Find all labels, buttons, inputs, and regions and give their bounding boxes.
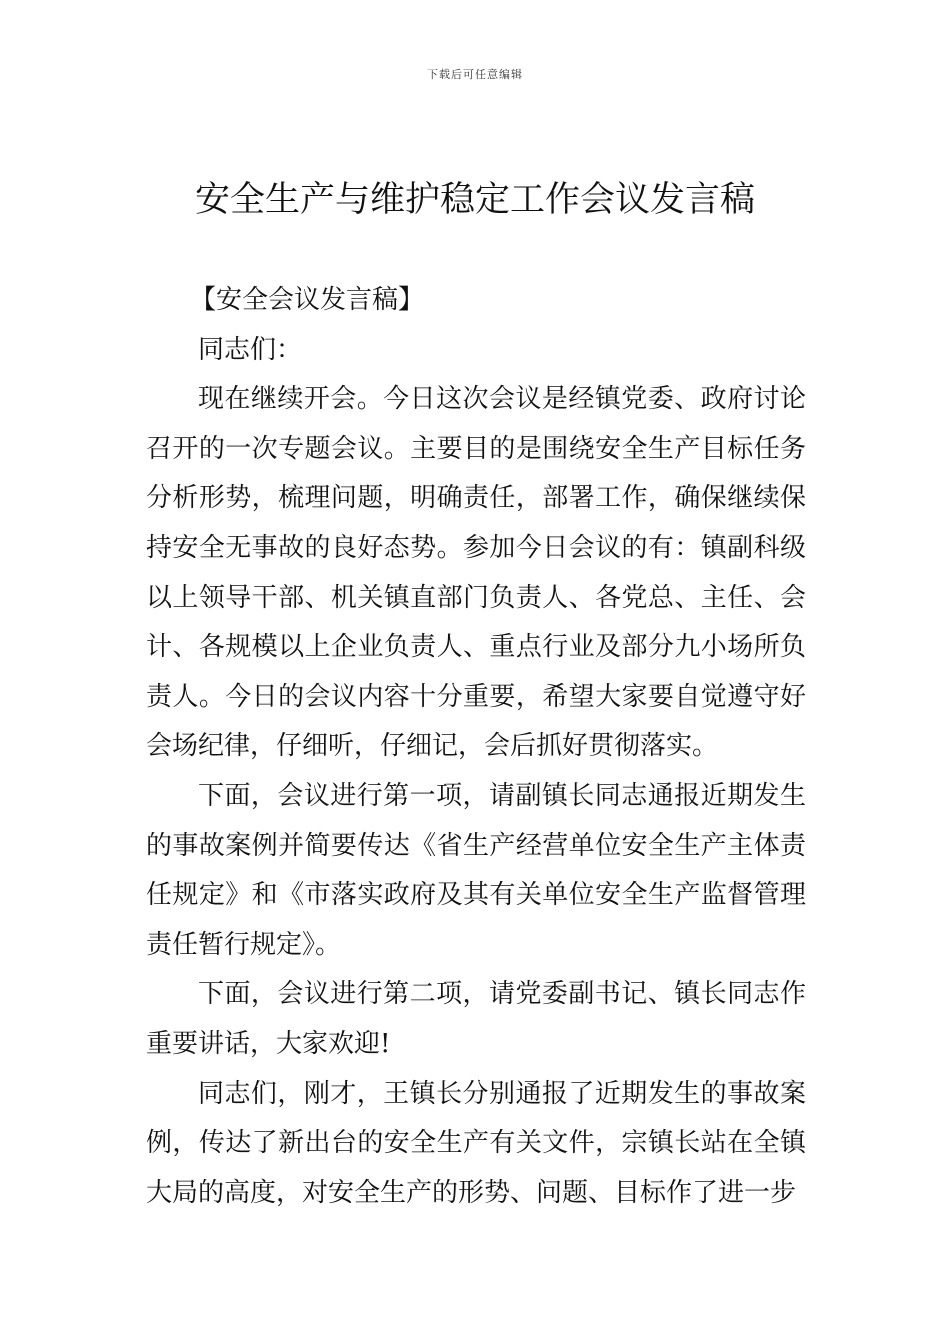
paragraph: 下面，会议进行第一项，请副镇长同志通报近期发生的事故案例并简要传达《省生产经营单位安全生产主体责任规定》和《市落实政府及其有关单位安全生产监督管理责任暂行规定》。 bbox=[146, 780, 806, 960]
paragraph: 下面，会议进行第二项，请党委副书记、镇长同志作重要讲话，大家欢迎! bbox=[146, 979, 806, 1059]
document-body bbox=[146, 276, 806, 1218]
paragraph: 同志们，刚才，王镇长分别通报了近期发生的事故案例，传达了新出台的安全生产有关文件，宗镇长站在全镇大局的高度，对安全生产的形势、问题、目标作了进一步 bbox=[146, 1078, 806, 1208]
paragraph: 现在继续开会。今日这次会议是经镇党委、政府讨论召开的一次专题会议。主要目的是围绕安全生产目标任务分析形势，梳理问题，明确责任，部署工作，确保继续保持安全无事故的良好态势。参加今日会议的有：镇副科级以上领导干部、机关镇直部门负责人、各党总、主任、会计、各规模以上企业负责人、重点行业及部分九小场所负责人。今日的会议内容十分重要，希望大家要自觉遵守好会场纪律，仔细听，仔细记，会后抓好贯彻落实。 bbox=[146, 384, 806, 762]
header-note: 下载后可任意编辑 bbox=[427, 68, 523, 81]
document-title: 安全生产与维护稳定工作会议发言稿 bbox=[194, 180, 755, 220]
salutation: 同志们： bbox=[198, 334, 303, 365]
section-heading: 【安全会议发言稿】 bbox=[190, 285, 425, 315]
